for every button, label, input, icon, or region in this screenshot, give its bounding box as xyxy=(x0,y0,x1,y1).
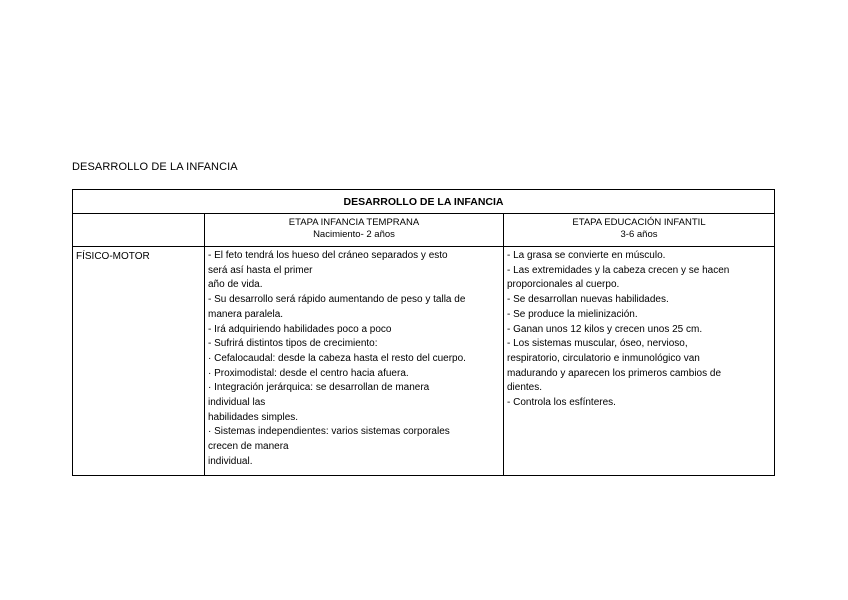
text-line: - Se produce la mielinización. xyxy=(507,308,638,320)
text-line: manera paralela. xyxy=(208,308,284,320)
text-line: - Se desarrollan nuevas habilidades. xyxy=(507,294,669,306)
text-line: - Irá adquiriendo habilidades poco a poco xyxy=(208,323,392,335)
cell-educacion-infantil xyxy=(504,247,775,476)
text-line: - Sufrirá distintos tipos de crecimiento: xyxy=(208,338,378,350)
text-line: crecen de manera xyxy=(208,441,289,453)
text-line: dientes. xyxy=(507,382,543,394)
text-line: · Sistemas independientes: varios sistemas corporales xyxy=(208,426,450,438)
table-title: DESARROLLO DE LA INFANCIA xyxy=(73,190,775,214)
cell-text-lines xyxy=(504,247,774,411)
column-header-name: ETAPA EDUCACIÓN INFANTIL xyxy=(572,217,706,228)
text-line: - Las extremidades y la cabeza crecen y se hacen xyxy=(507,264,730,276)
text-line: individual. xyxy=(208,455,253,467)
table-title-row xyxy=(73,190,775,214)
text-line: habilidades simples. xyxy=(208,411,299,423)
text-line: respiratorio, circulatorio e inmunológico van xyxy=(507,352,700,364)
text-line: - Su desarrollo será rápido aumentando de peso y talla de xyxy=(208,294,466,306)
text-line: · Integración jerárquica: se desarrollan de manera xyxy=(208,382,430,394)
text-line: año de vida. xyxy=(208,279,263,291)
text-line: - Controla los esfínteres. xyxy=(507,397,616,409)
text-line: individual las xyxy=(208,397,266,409)
page-heading: DESARROLLO DE LA INFANCIA xyxy=(72,161,238,173)
table-row-fisico-motor xyxy=(73,247,775,476)
development-table xyxy=(72,189,775,476)
cell-text-lines xyxy=(205,247,503,470)
column-header-range: Nacimiento- 2 años xyxy=(313,229,395,240)
column-header-infancia-temprana xyxy=(205,214,504,247)
text-line: - Ganan unos 12 kilos y crecen unos 25 cm. xyxy=(507,323,703,335)
text-line: madurando y aparecen los primeros cambios de xyxy=(507,367,721,379)
cell-infancia-temprana xyxy=(205,247,504,476)
text-line: proporcionales al cuerpo. xyxy=(507,279,620,291)
column-header-educacion-infantil xyxy=(504,214,775,247)
text-line: · Proximodistal: desde el centro hacia afuera. xyxy=(208,367,409,379)
text-line: · Cefalocaudal: desde la cabeza hasta el resto del cuerpo. xyxy=(208,352,466,364)
text-line: - El feto tendrá los hueso del cráneo separados y esto xyxy=(208,250,448,261)
text-line: - Los sistemas muscular, óseo, nervioso, xyxy=(507,338,688,350)
text-line: - La grasa se convierte en músculo. xyxy=(507,250,666,261)
table-header-row xyxy=(73,214,775,247)
column-header-range: 3-6 años xyxy=(620,229,658,240)
column-header-name: ETAPA INFANCIA TEMPRANA xyxy=(288,217,420,228)
empty-header-cell xyxy=(73,214,205,247)
text-line: será así hasta el primer xyxy=(208,264,313,276)
row-label: FÍSICO-MOTOR xyxy=(73,247,205,476)
